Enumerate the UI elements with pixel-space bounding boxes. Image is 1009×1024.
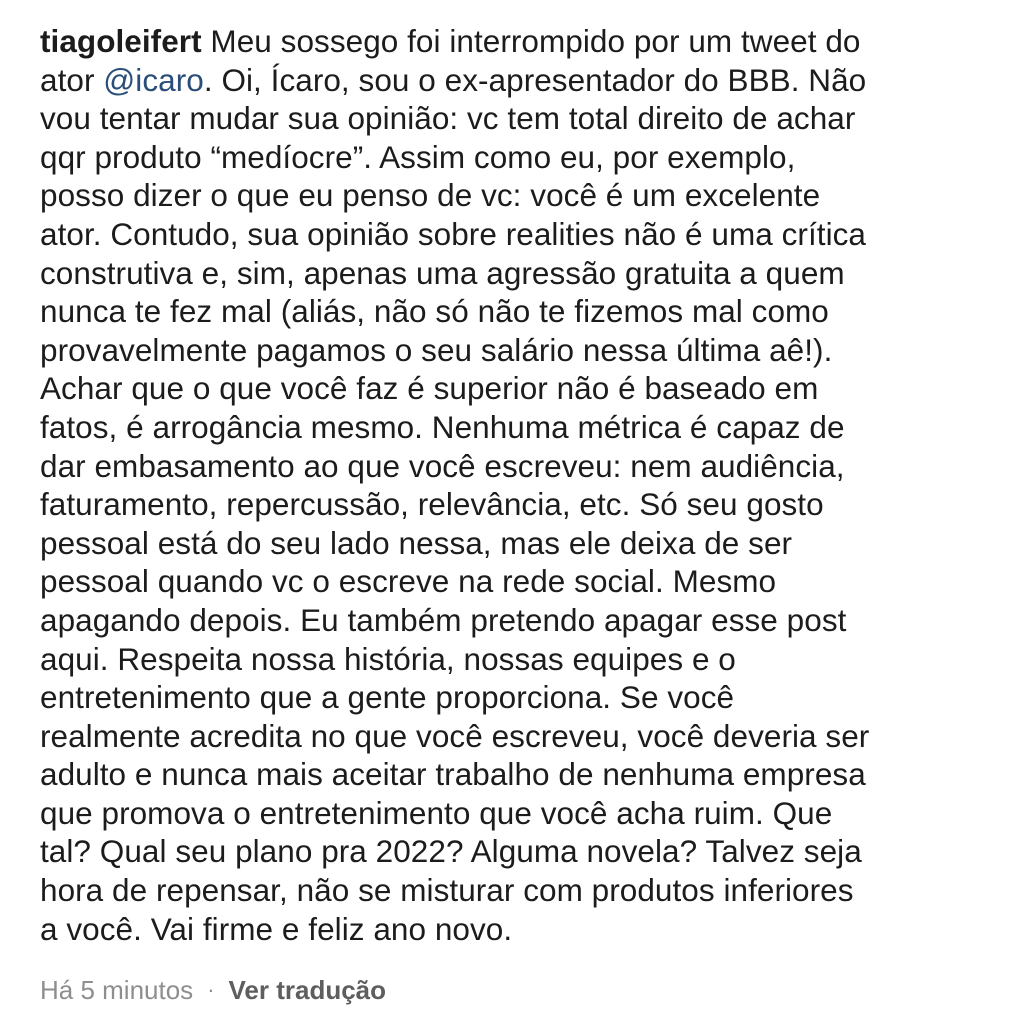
comment-line: ator. Contudo, sua opinião sobre realities não é uma crítica: [40, 215, 866, 252]
comment-line: tal? Qual seu plano pra 2022? Alguma novela? Talvez seja: [40, 833, 862, 870]
comment-line: faturamento, repercussão, relevância, etc. Só seu gosto: [40, 486, 824, 523]
comment-line: fatos, é arrogância mesmo. Nenhuma métrica é capaz de: [40, 408, 845, 445]
comment-line: posso dizer o que eu penso de vc: você é um excelente: [40, 177, 821, 214]
comment-line: qqr produto “medíocre”. Assim como eu, por exemplo,: [40, 138, 796, 175]
comment-username[interactable]: tiagoleifert: [40, 23, 202, 59]
comment-line: vou tentar mudar sua opinião: vc tem total direito de achar: [40, 100, 856, 137]
comment-caption: [40, 22, 980, 948]
comment-line: Achar que o que você faz é superior não é baseado em: [40, 370, 819, 407]
comment-line: entretenimento que a gente proporciona. Se você: [40, 679, 735, 716]
comment-line: aqui. Respeita nossa história, nossas equipes e o: [40, 640, 736, 677]
comment-line: provavelmente pagamos o seu salário nessa última aê!).: [40, 331, 833, 368]
comment-line: pessoal quando vc o escreve na rede social. Mesmo: [40, 563, 777, 600]
meta-separator: ·: [207, 977, 215, 1002]
comment-text: . Oi, Ícaro, sou o ex-apresentador do BBB. Não: [203, 61, 867, 98]
comment-line: dar embasamento ao que você escreveu: nem audiência,: [40, 447, 845, 484]
comment-timestamp[interactable]: Há 5 minutos: [40, 974, 194, 1005]
comment-line: [40, 22, 980, 61]
comment-line: realmente acredita no que você escreveu, você deveria ser: [40, 717, 870, 754]
comment-text: Meu sossego foi interrompido por um tweet do: [201, 23, 861, 59]
comment-line: que promova o entretenimento que você acha ruim. Que: [40, 794, 833, 831]
comment-meta-row: [40, 968, 386, 1012]
see-translation-button[interactable]: Ver tradução: [228, 974, 387, 1005]
comment-line: nunca te fez mal (aliás, não só não te fizemos mal como: [40, 293, 829, 330]
comment-line: pessoal está do seu lado nessa, mas ele deixa de ser: [40, 524, 793, 561]
comment-line: adulto e nunca mais aceitar trabalho de nenhuma empresa: [40, 756, 866, 793]
comment-line: [40, 61, 980, 100]
comment-text: ator: [40, 61, 104, 98]
comment-line: apagando depois. Eu também pretendo apagar esse post: [40, 601, 847, 638]
comment-line: hora de repensar, não se misturar com produtos inferiores: [40, 872, 854, 909]
comment-line: construtiva e, sim, apenas uma agressão gratuita a quem: [40, 254, 845, 291]
comment-line: a você. Vai firme e feliz ano novo.: [40, 910, 513, 947]
mention-link[interactable]: @icaro: [103, 61, 204, 98]
